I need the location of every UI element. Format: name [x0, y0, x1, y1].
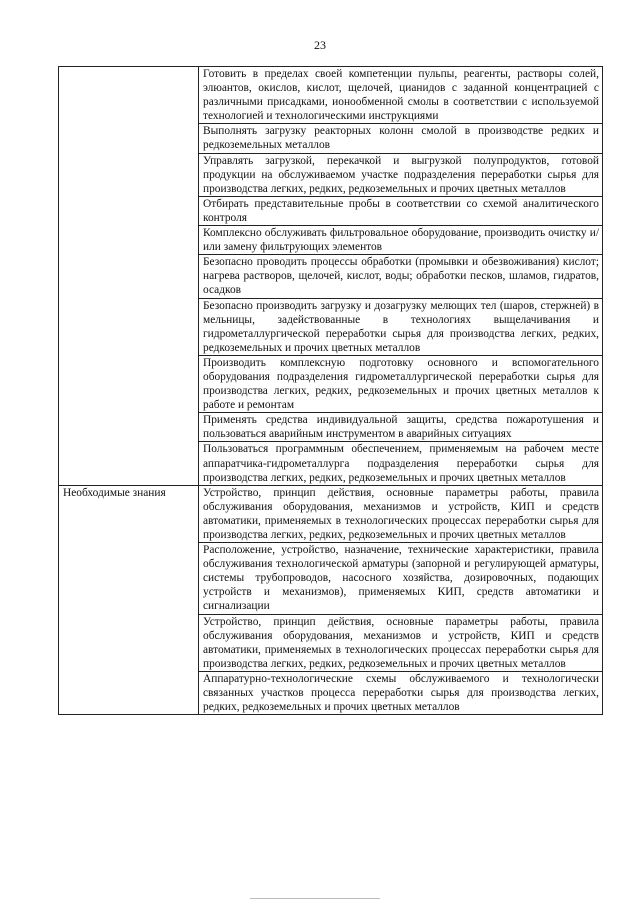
requirement-item: Безопасно производить загрузку и дозагрузку мелющих тел (шаров, стержней) в мельницы, задействованные в технологиях выщелачивания и гидрометаллургической переработки сырья для производства легких, редких, редкоземельных и прочих цветных металлов: [199, 298, 603, 355]
table-row: [59, 67, 603, 124]
requirement-item: Готовить в пределах своей компетенции пульпы, реагенты, растворы солей, элюантов, окислов, кислот, щелочей, цианидов с заданной концентрацией с различными присадками, ионообменной смолы в соответствии с используемой технологией и технологическими инструкциями: [199, 67, 603, 124]
requirement-item: Безопасно проводить процессы обработки (промывки и обезвоживания) кислот; нагрева растворов, щелочей, кислот, воды; обработки песков, шламов, гидратов, осадков: [199, 255, 603, 298]
requirement-item: Применять средства индивидуальной защиты, средства пожаротушения и пользоваться аварийным инструментом в аварийных ситуациях: [199, 413, 603, 442]
footer-divider: [250, 898, 380, 899]
requirements-table-body: [59, 67, 603, 715]
requirement-item: Устройство, принцип действия, основные параметры работы, правила обслуживания оборудования, механизмов и устройств, КИП и средств автоматики, применяемых в технологических процессах переработки сырья для производства легких, редких, редкоземельных и прочих цветных металлов: [199, 485, 603, 542]
requirement-item: Комплексно обслуживать фильтровальное оборудование, производить очистку и/или замену фильтрующих элементов: [199, 226, 603, 255]
requirement-item: Аппаратурно-технологические схемы обслуживаемого и технологически связанных участков процесса переработки сырья для производства легких, редких, редкоземельных и прочих цветных металлов: [199, 671, 603, 714]
page-number: 23: [314, 38, 326, 52]
table-row: [59, 485, 603, 542]
knowledge-label-cell: Необходимые знания: [59, 485, 199, 715]
requirement-item: Устройство, принцип действия, основные параметры работы, правила обслуживания оборудования, механизмов и устройств, КИП и средств автоматики, применяемых в технологических процессах переработки сырья для производства легких, редких, редкоземельных и прочих цветных металлов: [199, 614, 603, 671]
skills-label-cell: [59, 67, 199, 486]
requirement-item: Производить комплексную подготовку основного и вспомогательного оборудования подразделения гидрометаллургической переработки сырья для производства легких, редких, редкоземельных и прочих цветных металлов к работе и ремонтам: [199, 355, 603, 412]
requirement-item: Выполнять загрузку реакторных колонн смолой в производстве редких и редкоземельных металлов: [199, 124, 603, 153]
requirement-item: Пользоваться программным обеспечением, применяемым на рабочем месте аппаратчика-гидрометаллурга подразделения переработки сырья для производства легких, редких, редкоземельных и прочих цветных металлов: [199, 442, 603, 485]
requirement-item: Управлять загрузкой, перекачкой и выгрузкой полупродуктов, готовой продукции на обслуживаемом участке подразделения переработки сырья для производства легких, редких, редкоземельных и прочих цветных металлов: [199, 153, 603, 196]
requirement-item: Отбирать представительные пробы в соответствии со схемой аналитического контроля: [199, 196, 603, 225]
requirements-table: [58, 66, 603, 715]
requirement-item: Расположение, устройство, назначение, технические характеристики, правила обслуживания технологической арматуры (запорной и регулирующей арматуры, системы трубопроводов, насосного хозяйства, дозировочных, подающих устройств и механизмов), применяемых КИП, средств автоматики и сигнализации: [199, 543, 603, 614]
